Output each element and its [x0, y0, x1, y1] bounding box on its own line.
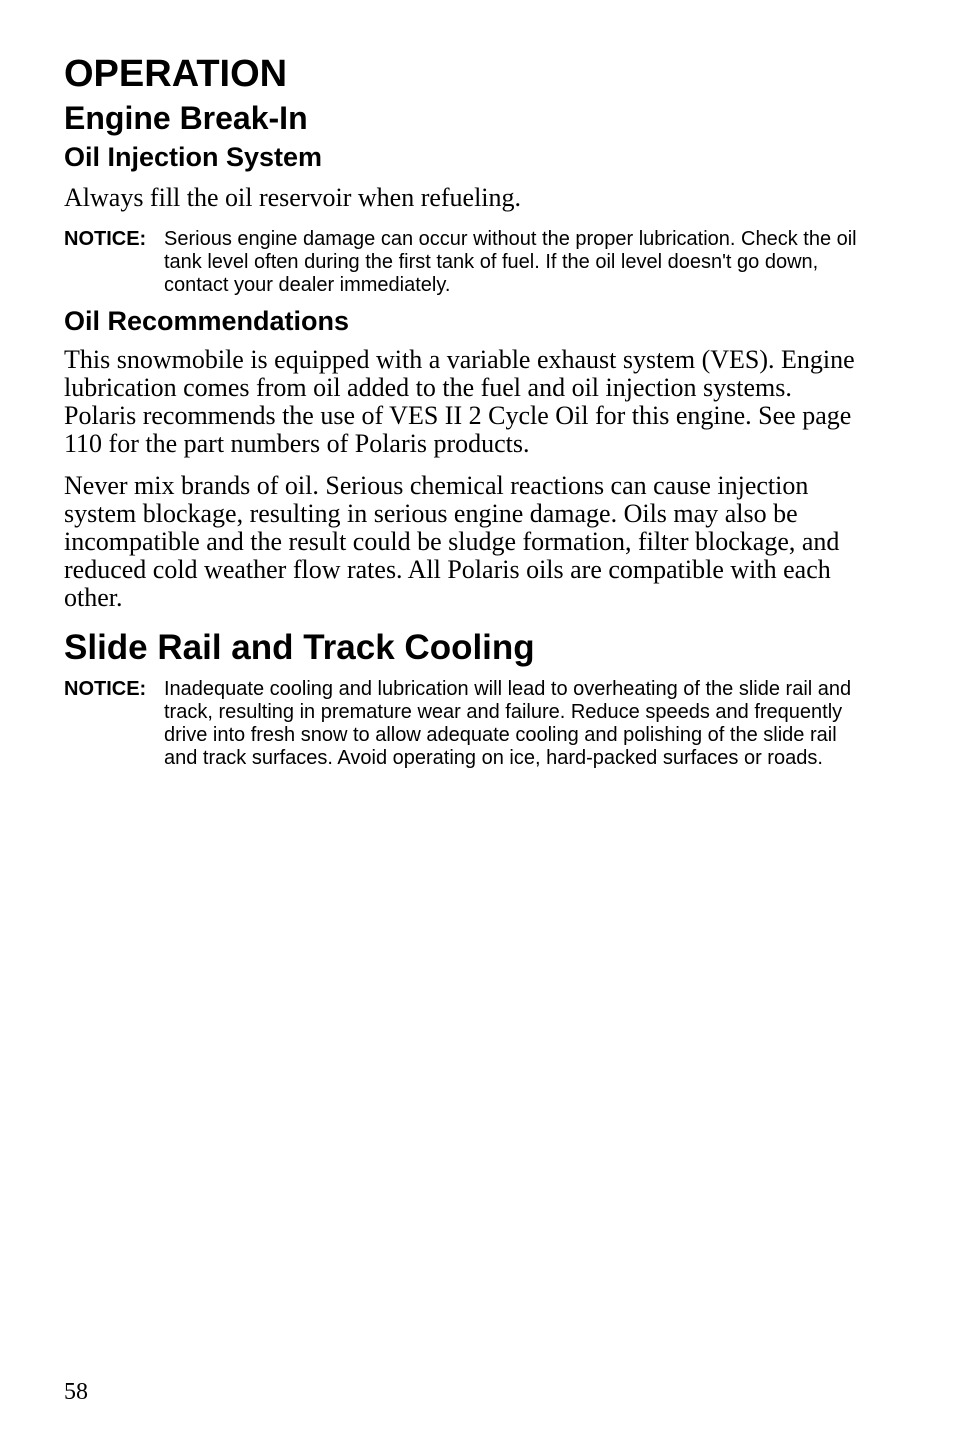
- notice-text: Serious engine damage can occur without the proper lubrication. Check the oil tank level often during the first tank of fuel. If the oil level doesn't go down, contact your dealer immediately.: [164, 228, 857, 296]
- oil-recommendations-heading: Oil Recommendations: [64, 306, 350, 336]
- oil-recommendations-paragraph-1: This snowmobile is equipped with a variable exhaust system (VES). Engine lubrication comes from oil added to the fuel and oil injection systems. Polaris recommends the use of VES II 2 Cycle Oil for this engine. See page 110 for the part numbers of Polaris products.: [64, 345, 855, 458]
- page-number: 58: [64, 1379, 88, 1405]
- subsection-title: Engine Break-In: [64, 100, 308, 136]
- notice-label: NOTICE:: [64, 228, 147, 250]
- notice-label: NOTICE:: [64, 678, 147, 700]
- section-title: OPERATION: [64, 53, 288, 95]
- oil-injection-paragraph: Always fill the oil reservoir when refueling.: [64, 183, 522, 212]
- notice-text: Inadequate cooling and lubrication will lead to overheating of the slide rail and track, resulting in premature wear and failure. Reduce speeds and frequently drive into fresh snow to allow adequate cooling and polishing of the slide rail and track surfaces. Avoid operating on ice, hard-packed surfaces or roads.: [164, 678, 852, 769]
- slide-rail-heading: Slide Rail and Track Cooling: [64, 628, 535, 667]
- oil-injection-notice: [64, 228, 864, 297]
- slide-rail-notice: [64, 678, 864, 770]
- oil-injection-heading: Oil Injection System: [64, 142, 323, 172]
- oil-recommendations-paragraph-2: Never mix brands of oil. Serious chemical reactions can cause injection system blockage, resulting in serious engine damage. Oils may also be incompatible and the result could be sludge formation, filter blockage, and reduced cold weather flow rates. All Polaris oils are compatible with each other.: [64, 471, 840, 612]
